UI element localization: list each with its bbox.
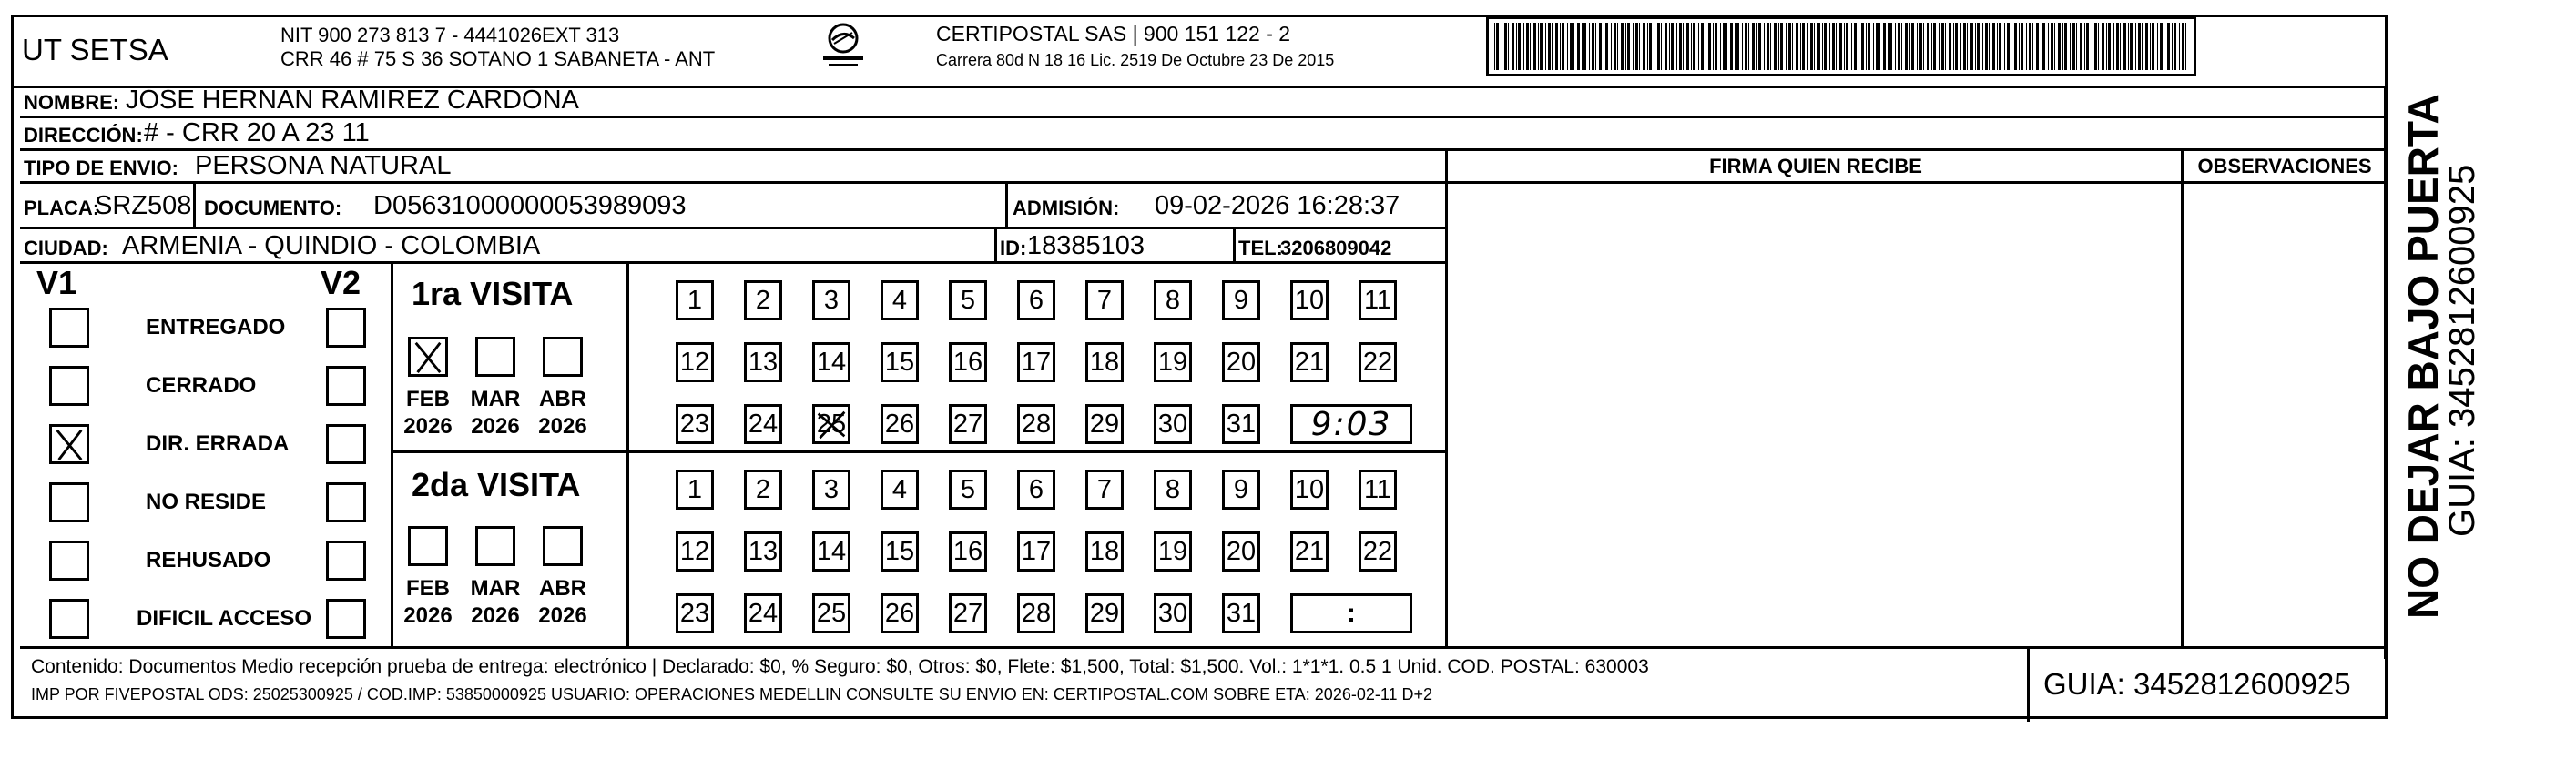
month-label: MAR	[470, 576, 521, 601]
certipostal-logo	[820, 22, 867, 73]
day-box[interactable]	[812, 404, 850, 444]
day-box[interactable]	[812, 280, 850, 320]
day-box[interactable]	[744, 342, 782, 382]
time-separator: :	[1347, 598, 1356, 628]
month-year: 2026	[471, 414, 520, 439]
placa-value: SRZ508	[95, 191, 192, 220]
day-number: 27	[952, 409, 983, 439]
v2-checkbox[interactable]	[326, 599, 366, 639]
day-number: 4	[891, 285, 908, 315]
day-number: 3	[823, 474, 840, 504]
day-number: 20	[1226, 536, 1257, 566]
day-box[interactable]	[1154, 593, 1192, 633]
day-number: 11	[1363, 474, 1392, 504]
day-number: 1	[687, 474, 703, 504]
day-number: 13	[748, 347, 779, 377]
day-box[interactable]	[1017, 593, 1055, 633]
firma-header: FIRMA QUIEN RECIBE	[1709, 154, 1922, 177]
documento-label: DOCUMENTO:	[204, 197, 342, 219]
day-number: 22	[1362, 347, 1393, 377]
day-number: 2	[755, 474, 771, 504]
day-number: 6	[1028, 285, 1044, 315]
day-box[interactable]	[881, 280, 919, 320]
day-box[interactable]	[744, 404, 782, 444]
observaciones-column	[2184, 151, 2386, 646]
day-number: 26	[884, 598, 915, 628]
placa-label: PLACA:	[24, 197, 100, 219]
day-box[interactable]	[1290, 280, 1329, 320]
day-box[interactable]	[1085, 470, 1124, 510]
admision-value: 09-02-2026 16:28:37	[1155, 191, 1400, 220]
day-number: 20	[1226, 347, 1257, 377]
v1-checkbox[interactable]	[49, 424, 89, 464]
day-number: 26	[884, 409, 915, 439]
footer	[20, 646, 2386, 719]
status-label: DIFICIL ACCESO	[137, 606, 312, 631]
day-box[interactable]	[676, 404, 714, 444]
day-box[interactable]	[744, 531, 782, 572]
month-checkbox[interactable]	[408, 526, 448, 566]
day-box[interactable]	[1085, 280, 1124, 320]
footer-line1: Contenido: Documentos Medio recepción prueba de entrega: electrónico | Declarado: $0, % Seguro: $0, Otros: $0, Flete: $1,500, Total: $1,500. Vol.: 1*1*1. 0.5 1 Unid. COD. POSTAL: 630003	[31, 656, 1649, 677]
documento-value: D05631000000053989093	[373, 191, 687, 220]
nit-line: NIT 900 273 813 7 - 4441026EXT 313	[280, 24, 620, 46]
day-number: 31	[1226, 409, 1257, 439]
status-label: NO RESIDE	[146, 490, 267, 514]
day-number: 8	[1165, 285, 1181, 315]
v1-checkbox[interactable]	[49, 599, 89, 639]
nombre-value: JOSE HERNAN RAMIREZ CARDONA	[126, 86, 579, 115]
company-name: UT SETSA	[22, 33, 168, 66]
v1-checkbox[interactable]	[49, 482, 89, 522]
time-box[interactable]	[1290, 593, 1412, 633]
day-box[interactable]	[881, 470, 919, 510]
day-box[interactable]	[1290, 342, 1329, 382]
day-number: 12	[679, 347, 710, 377]
month-checkbox[interactable]	[543, 526, 583, 566]
direccion-label: DIRECCIÓN:	[24, 124, 143, 147]
day-number: 29	[1089, 409, 1120, 439]
month-checkbox[interactable]	[475, 337, 515, 377]
day-number: 12	[679, 536, 710, 566]
month-checkbox[interactable]	[475, 526, 515, 566]
day-number: 30	[1157, 409, 1188, 439]
day-box[interactable]	[1359, 280, 1397, 320]
day-number: 10	[1294, 474, 1325, 504]
day-number: 19	[1157, 347, 1188, 377]
status-label: DIR. ERRADA	[146, 431, 290, 456]
day-number: 21	[1294, 347, 1325, 377]
day-number: 19	[1157, 536, 1188, 566]
observaciones-header: OBSERVACIONES	[2197, 154, 2372, 177]
time-box[interactable]	[1290, 404, 1412, 444]
day-box[interactable]	[1085, 531, 1124, 572]
month-checkbox[interactable]	[408, 337, 448, 377]
day-box[interactable]	[949, 342, 987, 382]
status-label: CERRADO	[146, 373, 257, 398]
day-number: 14	[816, 536, 847, 566]
day-box[interactable]	[881, 404, 919, 444]
day-number: 2	[755, 285, 771, 315]
v2-checkbox[interactable]	[326, 482, 366, 522]
day-box[interactable]	[1222, 342, 1260, 382]
v2-checkbox[interactable]	[326, 424, 366, 464]
day-number: 16	[952, 536, 983, 566]
day-number: 5	[960, 474, 976, 504]
day-number: 17	[1021, 347, 1052, 377]
id-value: 18385103	[1027, 231, 1145, 260]
day-number: 18	[1089, 536, 1120, 566]
day-box[interactable]	[1222, 470, 1260, 510]
day-number: 10	[1294, 285, 1325, 315]
day-number: 22	[1362, 536, 1393, 566]
day-number: 28	[1021, 598, 1052, 628]
side-main: NO DEJAR BAJO PUERTA	[2399, 94, 2447, 619]
side-guia: GUIA: 3452812600925	[2442, 164, 2482, 537]
footer-line2: IMP POR FIVEPOSTAL ODS: 25025300925 / COD.IMP: 53850000925 USUARIO: OPERACIONES MEDELLIN CONSULTE SU ENVIO EN: CERTIPOSTAL.COM SOBRE ETA: 2026-02-11 D+2	[31, 685, 1433, 703]
day-box[interactable]	[1017, 404, 1055, 444]
day-box[interactable]	[1154, 404, 1192, 444]
day-number: 11	[1363, 285, 1392, 315]
v1-checkbox[interactable]	[49, 541, 89, 581]
day-number: 21	[1294, 536, 1325, 566]
day-box[interactable]	[676, 593, 714, 633]
day-box[interactable]	[812, 593, 850, 633]
day-number: 15	[884, 536, 915, 566]
day-box[interactable]	[676, 531, 714, 572]
month-label: MAR	[470, 387, 521, 411]
day-number: 13	[748, 536, 779, 566]
month-label: ABR	[539, 576, 586, 601]
v1-checkbox[interactable]	[49, 308, 89, 348]
day-box[interactable]	[812, 470, 850, 510]
day-box[interactable]	[1154, 342, 1192, 382]
day-box[interactable]	[1222, 280, 1260, 320]
day-number: 24	[748, 409, 779, 439]
tipo-label: TIPO DE ENVIO:	[24, 157, 178, 179]
side-text	[2398, 94, 2526, 628]
v2-checkbox[interactable]	[326, 366, 366, 406]
firma-column	[1448, 151, 2184, 646]
day-box[interactable]	[881, 593, 919, 633]
month-year: 2026	[403, 414, 453, 439]
day-box[interactable]	[1359, 470, 1397, 510]
day-number: 5	[960, 285, 976, 315]
id-label: ID:	[1000, 237, 1027, 259]
day-box[interactable]	[812, 531, 850, 572]
tel-label: TEL:	[1238, 237, 1283, 259]
v2-checkbox[interactable]	[326, 308, 366, 348]
month-label: FEB	[406, 576, 450, 601]
day-number: 4	[891, 474, 908, 504]
day-number: 28	[1021, 409, 1052, 439]
footer-guia: GUIA: 3452812600925	[2043, 667, 2351, 701]
day-box[interactable]	[1222, 531, 1260, 572]
day-number: 6	[1028, 474, 1044, 504]
day-box[interactable]	[676, 470, 714, 510]
month-checkbox[interactable]	[543, 337, 583, 377]
day-box[interactable]	[949, 404, 987, 444]
day-number: 1	[687, 285, 703, 315]
certipostal-line2: Carrera 80d N 18 16 Lic. 2519 De Octubre 23 De 2015	[936, 51, 1335, 69]
day-box[interactable]	[744, 470, 782, 510]
day-number: 25	[816, 598, 847, 628]
barcode	[1486, 16, 2196, 76]
day-box[interactable]	[1154, 280, 1192, 320]
visit2-title: 2da VISITA	[412, 466, 581, 503]
day-box[interactable]	[1085, 342, 1124, 382]
month-label: FEB	[406, 387, 450, 411]
day-box[interactable]	[812, 342, 850, 382]
day-number: 3	[823, 285, 840, 315]
day-number: 23	[679, 409, 710, 439]
certipostal-line1: CERTIPOSTAL SAS | 900 151 122 - 2	[936, 22, 1291, 46]
day-box[interactable]	[1222, 593, 1260, 633]
row-ciudad	[20, 229, 1448, 264]
day-number: 29	[1089, 598, 1120, 628]
visit1-title: 1ra VISITA	[412, 275, 574, 312]
day-number: 25	[816, 409, 847, 439]
day-number: 9	[1233, 285, 1249, 315]
day-box[interactable]	[949, 280, 987, 320]
day-box[interactable]	[881, 531, 919, 572]
day-box[interactable]	[1154, 531, 1192, 572]
ciudad-label: CIUDAD:	[24, 237, 108, 259]
day-number: 7	[1096, 474, 1113, 504]
day-box[interactable]	[744, 280, 782, 320]
status-label: ENTREGADO	[146, 315, 286, 339]
day-box[interactable]	[1017, 531, 1055, 572]
row-tipo	[20, 151, 1448, 184]
day-number: 16	[952, 347, 983, 377]
address-line: CRR 46 # 75 S 36 SOTANO 1 SABANETA - ANT	[280, 47, 716, 70]
day-number: 27	[952, 598, 983, 628]
day-number: 31	[1226, 598, 1257, 628]
v2-checkbox[interactable]	[326, 541, 366, 581]
day-box[interactable]	[1290, 470, 1329, 510]
day-number: 7	[1096, 285, 1113, 315]
day-number: 18	[1089, 347, 1120, 377]
tel-value: 3206809042	[1280, 237, 1392, 259]
row-nombre	[20, 86, 2386, 118]
v1-label: V1	[36, 264, 77, 301]
day-number: 9	[1233, 474, 1249, 504]
day-number: 23	[679, 598, 710, 628]
nombre-label: NOMBRE:	[24, 91, 120, 114]
direccion-value: # - CRR 20 A 23 11	[144, 118, 370, 147]
day-number: 8	[1165, 474, 1181, 504]
status-label: REHUSADO	[146, 548, 271, 572]
day-box[interactable]	[676, 280, 714, 320]
day-number: 24	[748, 598, 779, 628]
day-number: 14	[816, 347, 847, 377]
v2-label: V2	[321, 264, 361, 301]
day-box[interactable]	[949, 531, 987, 572]
month-label: ABR	[539, 387, 586, 411]
v1-checkbox[interactable]	[49, 366, 89, 406]
month-year: 2026	[403, 603, 453, 628]
day-box[interactable]	[1290, 531, 1329, 572]
day-box[interactable]	[1085, 593, 1124, 633]
day-box[interactable]	[744, 593, 782, 633]
day-box[interactable]	[1222, 404, 1260, 444]
month-year: 2026	[471, 603, 520, 628]
day-box[interactable]	[949, 593, 987, 633]
day-box[interactable]	[881, 342, 919, 382]
day-box[interactable]	[1359, 531, 1397, 572]
day-box[interactable]	[1017, 342, 1055, 382]
day-box[interactable]	[949, 470, 987, 510]
day-box[interactable]	[676, 342, 714, 382]
month-year: 2026	[538, 414, 587, 439]
day-box[interactable]	[1154, 470, 1192, 510]
day-box[interactable]	[1085, 404, 1124, 444]
handwritten-time: 9:03	[1310, 405, 1392, 443]
day-box[interactable]	[1017, 470, 1055, 510]
row-direccion	[20, 118, 2386, 151]
day-number: 30	[1157, 598, 1188, 628]
tipo-value: PERSONA NATURAL	[195, 151, 452, 180]
day-box[interactable]	[1359, 342, 1397, 382]
month-year: 2026	[538, 603, 587, 628]
admision-label: ADMISIÓN:	[1013, 197, 1120, 219]
day-number: 17	[1021, 536, 1052, 566]
row-placa	[20, 184, 1448, 229]
ciudad-value: ARMENIA - QUINDIO - COLOMBIA	[122, 231, 541, 260]
day-number: 15	[884, 347, 915, 377]
day-box[interactable]	[1017, 280, 1055, 320]
